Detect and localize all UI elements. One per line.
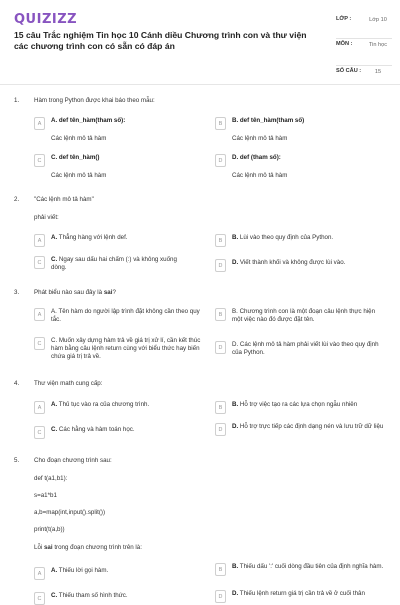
option-a[interactable] [34,234,128,247]
question-number: 1. [14,97,20,104]
option-label: D. def (tham số): [232,154,281,161]
option-letter: D [215,259,226,272]
option-letter: D [215,154,226,167]
option-letter: A [34,401,45,414]
option-letter: A [34,117,45,130]
option-letter: C [34,337,45,350]
option-b[interactable] [215,308,385,324]
option-label: Thiếu lệnh return giá trị cần trả về ở cuối thân [239,590,365,597]
code-line: def t(a1,b1): [34,475,68,482]
option-label: Thiếu lời gọi hàm. [58,567,109,574]
option-prefix: A. [51,401,58,408]
option-label: A. def tên_hàm(tham số): [51,117,126,124]
option-label: C. def tên_hàm() [51,154,100,161]
option-sub: Các lệnh mô tả hàm [232,172,288,179]
option-letter: B [215,563,226,576]
option-sub: Các lệnh mô tả hàm [232,135,288,142]
question-text: Hàm trong Python được khai báo theo mẫu: [34,97,155,104]
option-prefix: B. [232,234,239,241]
option-letter: B [215,308,226,321]
option-sub: Các lệnh mô tả hàm [51,135,107,142]
option-letter: B [215,401,226,414]
page-title: 15 câu Trắc nghiệm Tin học 10 Cánh diều Chương trình con và thư viện các chương trình con có sẵn có đáp án [14,30,307,51]
option-letter: B [215,234,226,247]
option-label: Thẳng hàng với lệnh def. [58,234,128,241]
question-text: Cho đoạn chương trình sau: [34,457,112,464]
option-sub: Các lệnh mô tả hàm [51,172,107,179]
option-label: Ngay sau dấu hai chấm (:) và không xuống dòng. [51,256,177,271]
meta-panel [336,14,392,82]
option-letter: A [34,308,45,321]
option-label: D. Các lệnh mô tả hàm phải viết lùi vào theo quy định của Python. [232,341,379,356]
option-d[interactable] [215,423,390,436]
option-label: Hỗ trợ việc tạo ra các lựa chọn ngẫu nhiên [239,401,358,408]
option-prefix: C. [51,256,58,263]
option-c[interactable] [34,256,194,272]
option-letter: C [34,426,45,439]
option-a[interactable] [34,567,108,580]
code-line: a,b=map(int,input().split()) [34,509,106,516]
option-label: Hỗ trợ trực tiếp các định dạng nén và lưu trữ dữ liệu [239,423,384,430]
quizizz-logo[interactable]: QUIZIZZ [14,12,78,27]
option-prefix: D. [232,259,239,266]
option-label: Các hằng và hàm toán học. [58,426,135,433]
option-a[interactable] [34,117,125,130]
option-a[interactable] [34,401,149,414]
option-b[interactable] [215,117,304,130]
question-text: Thư viện math cung cấp: [34,380,103,387]
question-text: Phát biểu nào sau đây là sai? [34,289,116,296]
option-b[interactable] [215,563,390,576]
option-prefix: B. [232,563,239,570]
mon-value: Tin học [368,42,388,48]
option-letter: A [34,567,45,580]
option-prefix: C. [51,592,58,599]
option-letter: B [215,117,226,130]
option-letter: D [215,590,226,603]
mon-label: MÔN : [336,41,353,47]
option-letter: C [34,592,45,605]
option-d[interactable] [215,341,385,357]
option-label: A. Tên hàm do người lập trình đặt không cần theo quy tắc. [51,308,200,323]
lop-value: Lớp 10 [369,17,387,23]
code-line: s=a1*b1 [34,492,57,499]
lop-label: LỚP : [336,16,352,22]
option-label: Thủ tục vào ra của chương trình. [58,401,150,408]
option-b[interactable] [215,401,357,414]
option-label: B. Chương trình con là một đoạn câu lệnh thực hiện một việc nào đó được đặt tên. [232,308,376,323]
question-text: "Các lệnh mô tả hàm" [34,196,94,203]
option-prefix: D. [232,423,239,430]
header-divider [0,84,400,85]
option-label: Viết thành khối và không được lùi vào. [239,259,346,266]
option-label: Thiếu dấu ':' cuối dòng đầu tiên của định nghĩa hàm. [239,563,384,570]
option-prefix: B. [232,401,239,408]
question-number: 3. [14,289,20,296]
option-label: Thiếu tham số hình thức. [58,592,128,599]
option-prefix: A. [51,234,58,241]
option-letter: A [34,234,45,247]
option-d[interactable] [215,154,281,167]
option-a[interactable] [34,308,204,324]
option-d[interactable] [215,259,345,272]
option-prefix: C. [51,426,58,433]
option-b[interactable] [215,234,333,247]
so-cau-value: 15 [374,69,382,75]
option-label: B. def tên_hàm(tham số) [232,117,305,124]
question-number: 4. [14,380,20,387]
option-c[interactable] [34,426,135,439]
question-ask: Lỗi sai trong đoạn chương trình trên là: [34,544,142,551]
question-line: phải viết: [34,214,59,221]
option-letter: D [215,341,226,354]
option-prefix: D. [232,590,239,597]
option-letter: C [34,256,45,269]
option-c[interactable] [34,154,99,167]
option-c[interactable] [34,592,128,605]
option-d[interactable] [215,590,390,603]
option-label: Lùi vào theo quy định của Python. [239,234,334,241]
question-number: 5. [14,457,20,464]
option-letter: D [215,423,226,436]
so-cau-label: SỐ CÂU : [336,68,362,74]
option-c[interactable] [34,337,204,361]
option-prefix: A. [51,567,58,574]
option-label: C. Muốn xây dựng hàm trả về giá trị xử lí, cần kết thúc hàm bằng câu lệnh return cùng với biểu thức hay biến chứa giá trị trả về. [51,337,201,360]
option-letter: C [34,154,45,167]
question-number: 2. [14,196,20,203]
code-line: print(t(a,b)) [34,526,65,533]
